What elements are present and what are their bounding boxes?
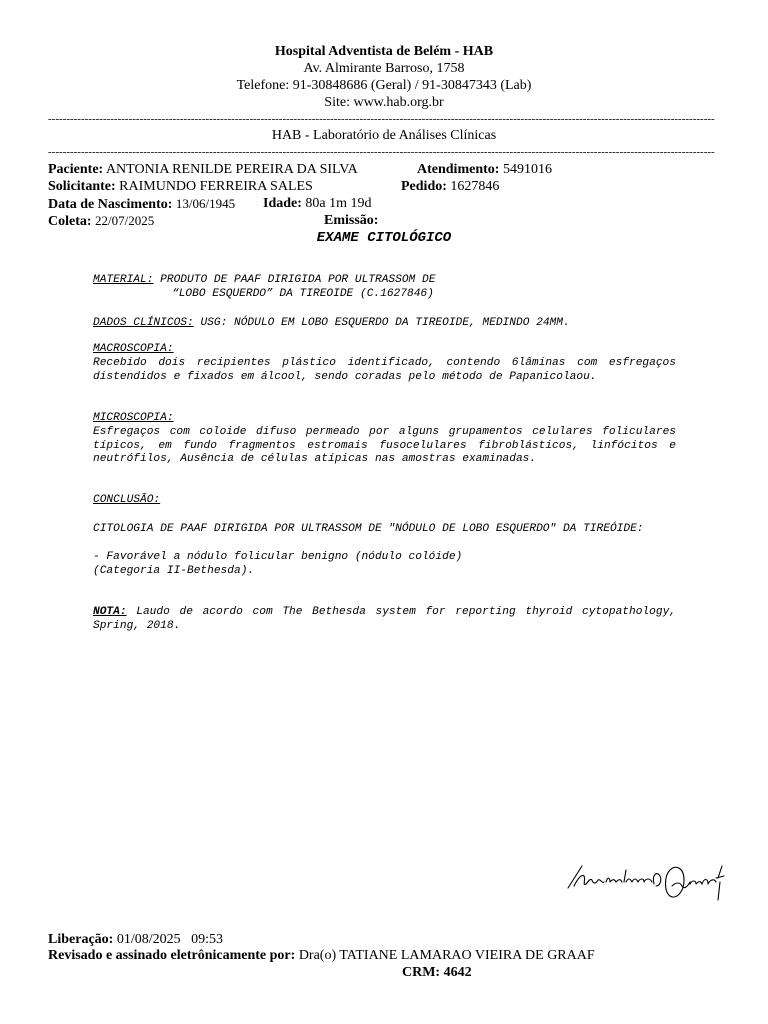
signed-by: Dra(o) TATIANE LAMARAO VIEIRA DE GRAAF xyxy=(298,948,595,963)
clinical-text: USG: NÓDULO EM LOBO ESQUERDO DA TIREOIDE, MEDINDO 24MM. xyxy=(200,317,570,329)
hospital-phone: Telefone: 91-30848686 (Geral) / 91-30847343 (Lab) xyxy=(236,78,532,93)
order-label: Pedido: xyxy=(401,179,447,194)
conclusion-text: CITOLOGIA DE PAAF DIRIGIDA POR ULTRASSOM DE "NÓDULO DE LOBO ESQUERDO" DA TIREÓIDE: xyxy=(93,523,644,535)
release-value: 01/08/2025 09:53 xyxy=(116,932,223,947)
material-line1: PRODUTO DE PAAF DIRIGIDA POR ULTRASSOM DE xyxy=(160,274,436,286)
macro-label: MACROSCOPIA: xyxy=(93,343,174,355)
note-text: Laudo de acordo com The Bethesda system for reporting thyroid cytopathology, Spring, 2018. xyxy=(93,606,677,632)
patient-row xyxy=(48,161,358,178)
attendance-label: Atendimento: xyxy=(417,162,500,177)
collection-value: 22/07/2025 xyxy=(95,213,155,228)
lab-name: HAB - Laboratório de Análises Clínicas xyxy=(271,128,497,143)
release-label: Liberação: xyxy=(48,932,114,947)
hospital-name: Hospital Adventista de Belém - HAB xyxy=(274,44,494,59)
birth-row xyxy=(48,195,235,213)
signed-label: Revisado e assinado eletrônicamente por: xyxy=(48,948,296,963)
order-value: 1627846 xyxy=(450,179,500,194)
micro-label: MICROSCOPIA: xyxy=(93,412,174,424)
material-section xyxy=(93,274,435,288)
requester-name: RAIMUNDO FERREIRA SALES xyxy=(119,179,313,194)
material-line2: “LOBO ESQUERDO” DA TIREOIDE (C.1627846) xyxy=(172,288,434,300)
attendance-value: 5491016 xyxy=(502,162,552,177)
conclusion-line3: (Categoria II-Bethesda). xyxy=(93,565,255,577)
age-value: 80a 1m 19d xyxy=(305,196,372,211)
clinical-label: DADOS CLÍNICOS: xyxy=(93,317,194,329)
age-row xyxy=(263,195,372,212)
collection-row xyxy=(48,212,154,230)
hospital-address: Av. Almirante Barroso, 1758 xyxy=(303,61,465,76)
hospital-site: Site: www.hab.org.br xyxy=(324,95,444,110)
note-section xyxy=(93,606,676,633)
crm: CRM: 4642 xyxy=(402,965,472,980)
conclusion-line2: - Favorável a nódulo folicular benigno (nódulo colóide) xyxy=(93,551,463,563)
birth-value: 13/06/1945 xyxy=(175,196,236,211)
birth-label: Data de Nascimento: xyxy=(48,197,173,212)
attendance-row xyxy=(417,161,552,178)
collection-label: Coleta: xyxy=(48,214,92,229)
micro-text: Esfregaços com coloide difuso permeado por alguns grupamentos celulares foliculares típicos, em fundo fragmentos estromais fusocelulares fibroblásticos, linfócitos e neutrófilos, Ausência de células atípicas nas amostras examinadas. xyxy=(93,426,676,466)
emission-row xyxy=(324,212,378,229)
divider-bottom: -------------------------------------------------------------------------------------------------------------------------------------------------------------------------------------- xyxy=(48,147,715,157)
order-row xyxy=(401,178,499,195)
conclusion-label: CONCLUSÃO: xyxy=(93,494,161,506)
signed-row xyxy=(48,947,595,964)
material-label: MATERIAL: xyxy=(93,274,154,286)
emission-label: Emissão: xyxy=(324,213,379,228)
signature-image xyxy=(560,856,730,916)
note-label: NOTA: xyxy=(93,606,127,618)
requester-row xyxy=(48,178,313,195)
clinical-section xyxy=(93,317,570,331)
requester-label: Solicitante: xyxy=(48,179,116,194)
exam-title: EXAME CITOLÓGICO xyxy=(316,230,452,246)
macro-text: Recebido dois recipientes plástico identificado, contendo 6lâminas com esfregaços distendidos e fixados em álcool, sendo coradas pelo método de Papanicolaou. xyxy=(93,357,676,383)
release-row xyxy=(48,931,223,948)
age-label: Idade: xyxy=(263,196,302,211)
patient-name: ANTONIA RENILDE PEREIRA DA SILVA xyxy=(105,162,358,177)
divider-top: -------------------------------------------------------------------------------------------------------------------------------------------------------------------------------------- xyxy=(48,114,715,124)
patient-label: Paciente: xyxy=(48,162,104,177)
